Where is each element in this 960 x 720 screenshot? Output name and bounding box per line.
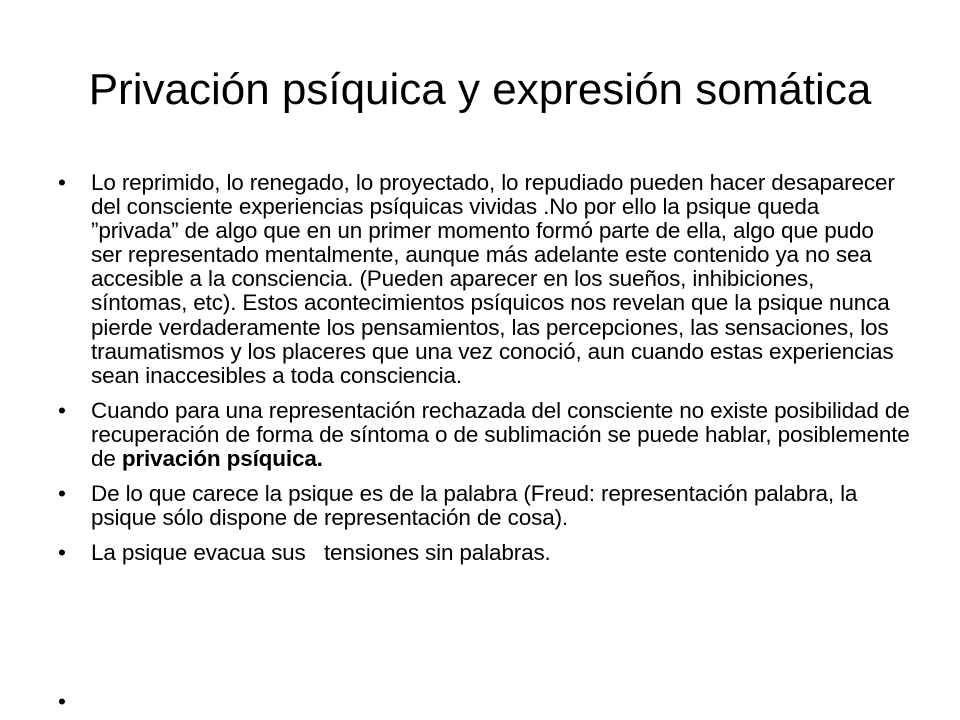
- bullet-text: De lo que carece la psique es de la palabra (Freud: representación palabra, la psique sólo dispone de representación de cosa).: [91, 481, 858, 531]
- bullet-item-2: [54, 399, 910, 471]
- bullet-text: Lo reprimido, lo renegado, lo proyectado, lo repudiado pueden hacer desaparecer del consciente experiencias psíquicas vividas .No por ello la psique queda ”privada” de algo que en un primer momento formó parte de ella, algo que pudo ser representado mentalmente, aunque más adelante este contenido ya no sea accesible a la consciencia. (Pueden aparecer en los sueños, inhibiciones, síntomas, etc). Estos acontecimientos psíquicos nos revelan que la psique nunca pierde verdaderamente los pensamientos, las percepciones, las sensaciones, los traumatismos y los placeres que una vez conoció, aun cuando estas experiencias sean inaccesibles a toda consciencia.: [91, 170, 895, 388]
- bullet-item-3: [54, 482, 910, 530]
- bullet-text: La psique evacua sus tensiones sin palabras.: [91, 540, 551, 566]
- slide-title: Privación psíquica y expresión somática: [88, 65, 872, 115]
- bullet-text: Cuando para una representación rechazada del consciente no existe posibilidad de recuperación de forma de síntoma o de sublimación se puede hablar, posiblemente de: [91, 397, 910, 472]
- bullet-item-4: [54, 541, 910, 565]
- bullet-dot: •: [58, 540, 66, 566]
- bullet-dot: •: [58, 397, 66, 423]
- empty-bullet-dot: •: [58, 689, 66, 714]
- bullet-dot: •: [58, 481, 66, 507]
- bullet-dot: •: [58, 170, 66, 195]
- bullet-list: [54, 171, 910, 576]
- bullet-bold-text: privación psíquica.: [121, 446, 323, 472]
- bullet-item-1: [54, 171, 910, 388]
